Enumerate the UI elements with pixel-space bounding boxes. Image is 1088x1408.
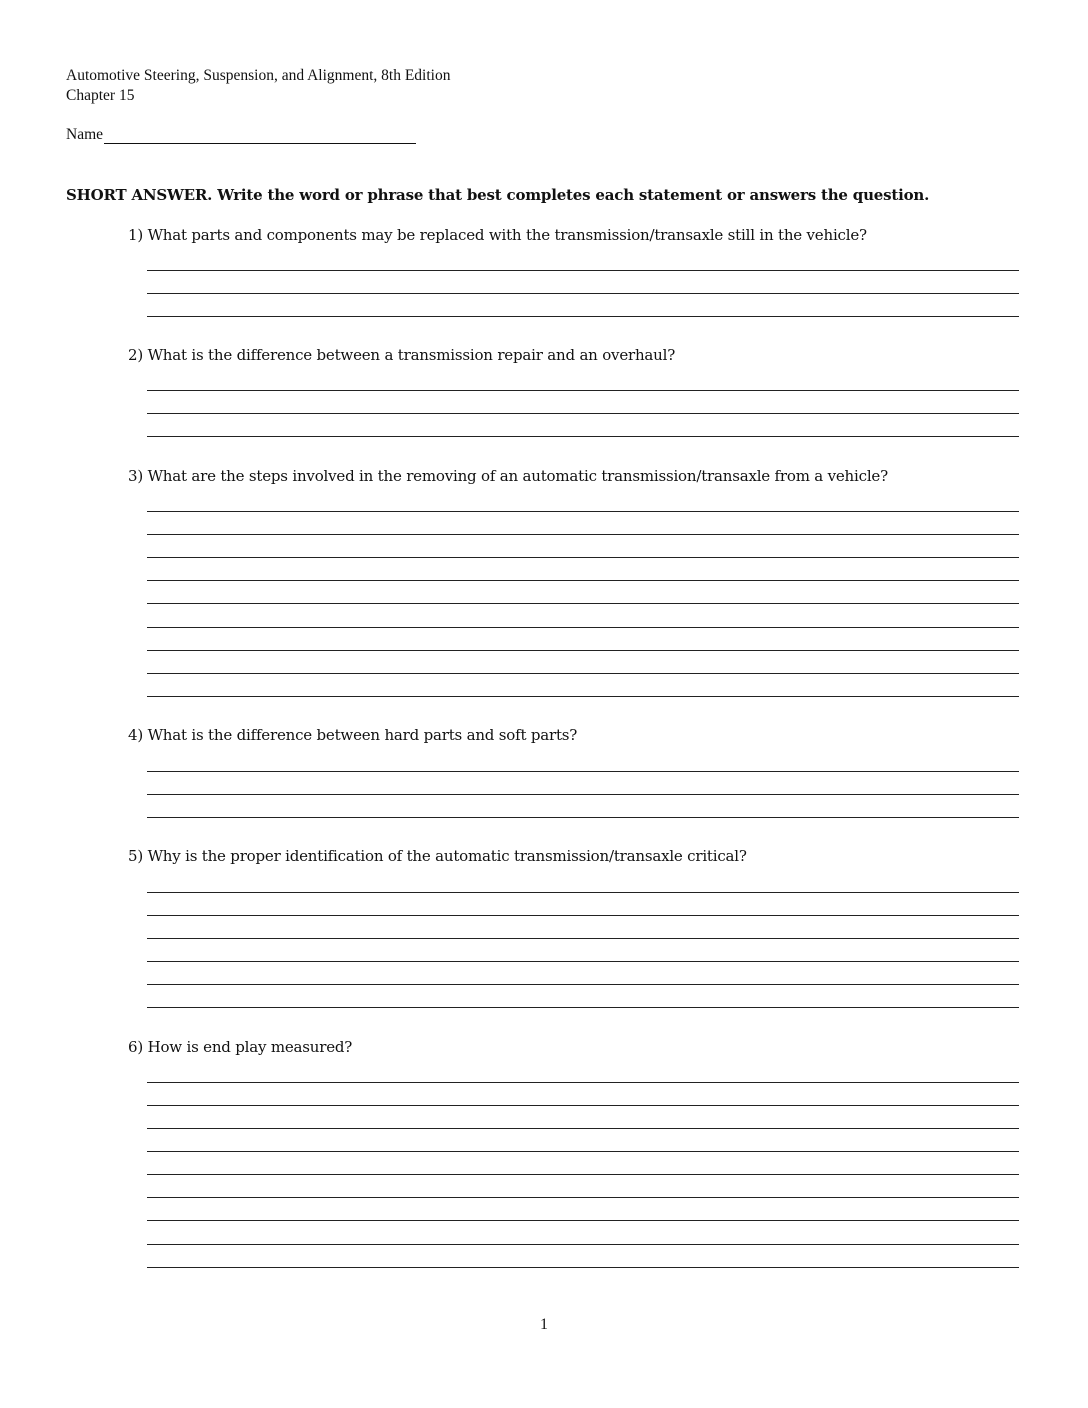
question-5 xyxy=(128,847,747,865)
answer-line[interactable] xyxy=(147,696,1019,697)
answer-line[interactable] xyxy=(147,603,1019,604)
name-input-line[interactable] xyxy=(104,125,416,144)
question-3 xyxy=(128,467,888,485)
answer-line[interactable] xyxy=(147,961,1019,962)
answer-line[interactable] xyxy=(147,390,1019,391)
question-number: 1) xyxy=(128,226,143,244)
question-text: What parts and components may be replaced with the transmission/transaxle still in the vehicle? xyxy=(147,226,867,244)
answer-line[interactable] xyxy=(147,915,1019,916)
answer-line[interactable] xyxy=(147,316,1019,317)
answer-line[interactable] xyxy=(147,1082,1019,1083)
answer-line[interactable] xyxy=(147,817,1019,818)
question-number: 5) xyxy=(128,847,143,865)
answer-line[interactable] xyxy=(147,794,1019,795)
question-number: 6) xyxy=(128,1038,143,1056)
answer-line[interactable] xyxy=(147,580,1019,581)
chapter-label: Chapter 15 xyxy=(66,87,135,104)
name-label: Name xyxy=(66,126,104,143)
answer-line[interactable] xyxy=(147,1267,1019,1268)
answer-line[interactable] xyxy=(147,892,1019,893)
answer-line[interactable] xyxy=(147,413,1019,414)
answer-line[interactable] xyxy=(147,1244,1019,1245)
answer-line[interactable] xyxy=(147,270,1019,271)
question-1 xyxy=(128,226,867,244)
question-text: What is the difference between hard parts and soft parts? xyxy=(147,726,578,744)
answer-line[interactable] xyxy=(147,557,1019,558)
answer-line[interactable] xyxy=(147,534,1019,535)
section-instructions: SHORT ANSWER. Write the word or phrase that best completes each statement or answers the question. xyxy=(66,186,930,204)
answer-line[interactable] xyxy=(147,771,1019,772)
document-title: Automotive Steering, Suspension, and Alignment, 8th Edition xyxy=(66,67,451,84)
question-number: 3) xyxy=(128,467,143,485)
question-4 xyxy=(128,726,577,744)
answer-line[interactable] xyxy=(147,293,1019,294)
question-text: Why is the proper identification of the automatic transmission/transaxle critical? xyxy=(147,847,747,865)
answer-line[interactable] xyxy=(147,1220,1019,1221)
answer-line[interactable] xyxy=(147,436,1019,437)
answer-line[interactable] xyxy=(147,673,1019,674)
question-number: 4) xyxy=(128,726,143,744)
question-text: What are the steps involved in the removing of an automatic transmission/transaxle from a vehicle? xyxy=(147,467,888,485)
answer-line[interactable] xyxy=(147,650,1019,651)
question-number: 2) xyxy=(128,346,143,364)
answer-line[interactable] xyxy=(147,1128,1019,1129)
answer-line[interactable] xyxy=(147,1174,1019,1175)
question-text: How is end play measured? xyxy=(147,1038,353,1056)
answer-line[interactable] xyxy=(147,627,1019,628)
answer-line[interactable] xyxy=(147,1105,1019,1106)
question-2 xyxy=(128,346,675,364)
answer-line[interactable] xyxy=(147,511,1019,512)
question-text: What is the difference between a transmission repair and an overhaul? xyxy=(147,346,676,364)
answer-line[interactable] xyxy=(147,938,1019,939)
answer-line[interactable] xyxy=(147,1007,1019,1008)
name-field xyxy=(66,125,416,144)
question-6 xyxy=(128,1038,352,1056)
answer-line[interactable] xyxy=(147,1151,1019,1152)
answer-line[interactable] xyxy=(147,1197,1019,1198)
page-number: 1 xyxy=(540,1316,548,1333)
answer-line[interactable] xyxy=(147,984,1019,985)
